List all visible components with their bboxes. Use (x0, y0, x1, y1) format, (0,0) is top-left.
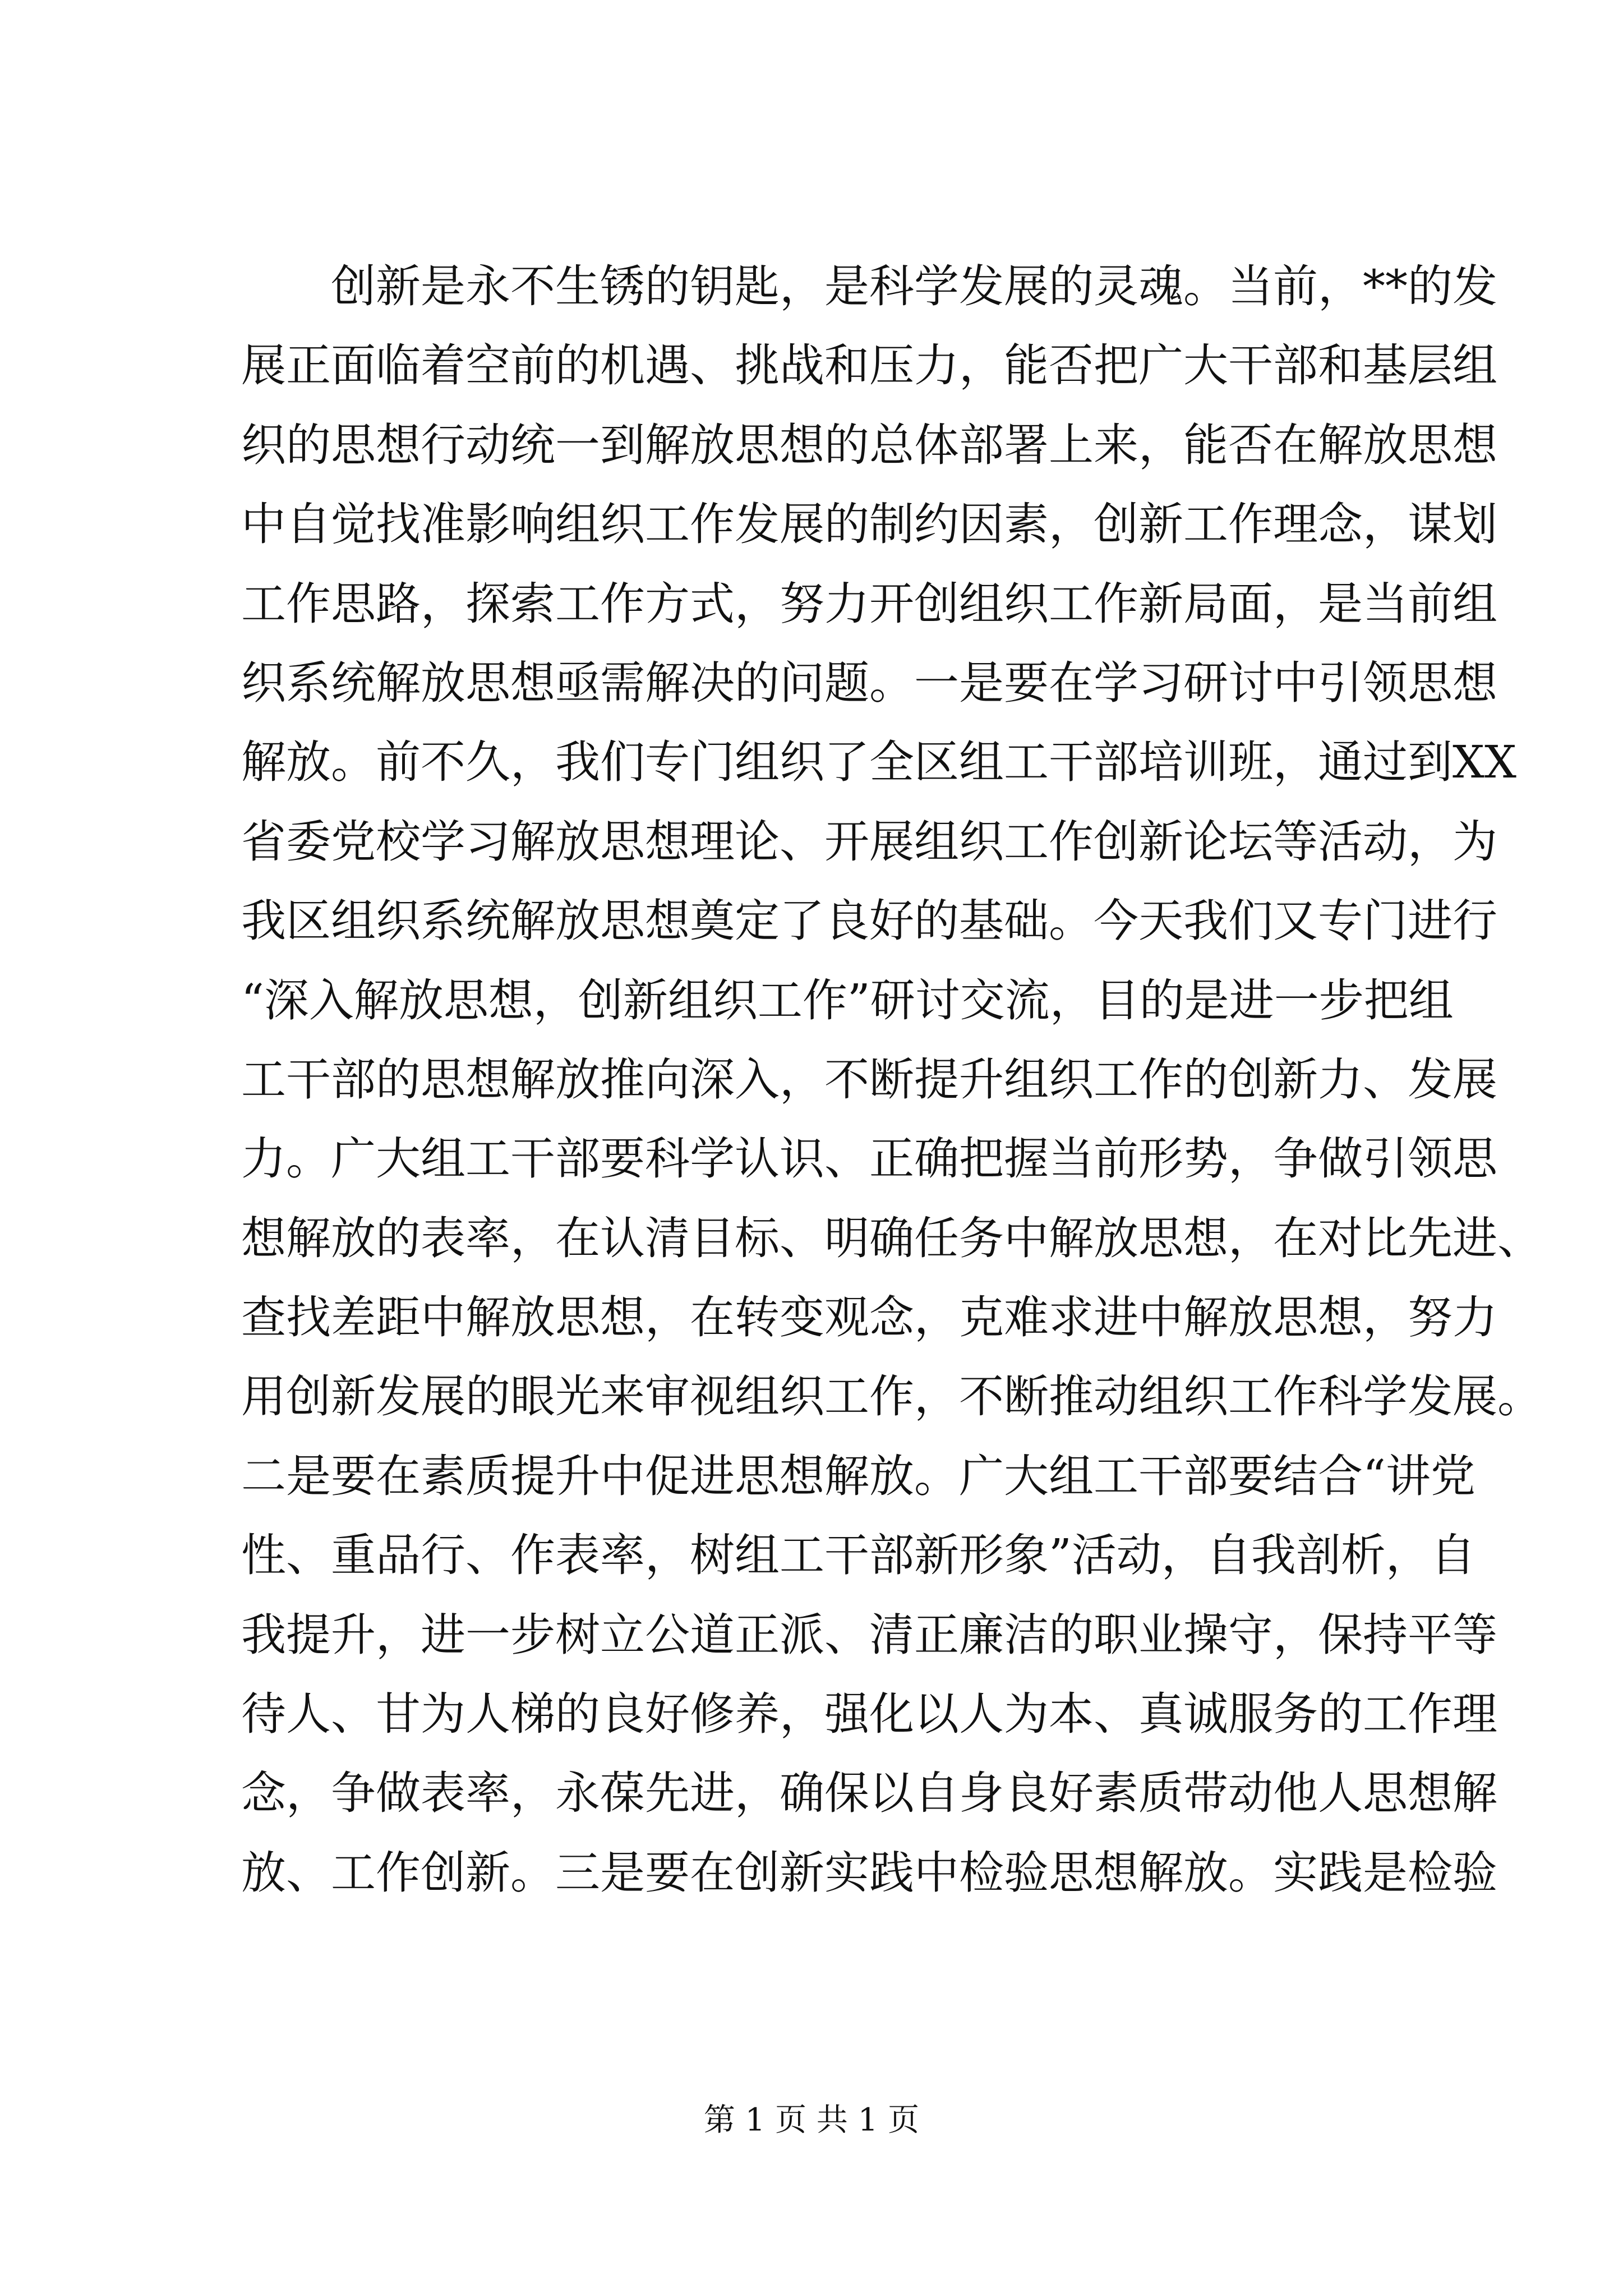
text-line-2: 展正面临着空前的机遇、挑战和压力，能否把广大干部和基层组 (241, 339, 1497, 392)
text-line-3: 织的思想行动统一到解放思想的总体部署上来，能否在解放思想 (241, 418, 1497, 471)
text-line-16: 二是要在素质提升中促进思想解放。广大组工干部要结合“讲党 (241, 1450, 1476, 1502)
text-line-13: 想解放的表率，在认清目标、明确任务中解放思想，在对比先进、 (241, 1212, 1542, 1264)
text-line-7: 解放。前不久，我们专门组织了全区组工干部培训班，通过到XX (241, 736, 1516, 789)
text-line-8: 省委党校学习解放思想理论、开展组织工作创新论坛等活动，为 (241, 815, 1497, 868)
text-line-21: 放、工作创新。三是要在创新实践中检验思想解放。实践是检验 (241, 1846, 1497, 1899)
text-line-18: 我提升，进一步树立公道正派、清正廉洁的职业操守，保持平等 (241, 1608, 1497, 1661)
text-line-4: 中自觉找准影响组织工作发展的制约因素，创新工作理念，谋划 (241, 498, 1497, 551)
text-line-19: 待人、甘为人梯的良好修养，强化以人为本、真诚服务的工作理 (241, 1688, 1497, 1741)
text-line-10: “深入解放思想，创新组织工作”研讨交流，目的是进一步把组 (241, 974, 1454, 1027)
text-line-14: 查找差距中解放思想，在转变观念，克难求进中解放思想，努力 (241, 1291, 1497, 1344)
text-line-1: 创新是永不生锈的钥匙，是科学发展的灵魂。当前，**的发 (331, 260, 1497, 312)
body-paragraph (241, 247, 1542, 1912)
page-footer (0, 2098, 1623, 2143)
page-number-label: 第 1 页 共 1 页 (703, 2102, 920, 2138)
text-line-9: 我区组织系统解放思想奠定了良好的基础。今天我们又专门进行 (241, 895, 1497, 947)
text-line-12: 力。广大组工干部要科学认识、正确把握当前形势，争做引领思 (241, 1133, 1497, 1185)
text-line-11: 工干部的思想解放推向深入，不断提升组织工作的创新力、发展 (241, 1053, 1497, 1106)
text-line-15: 用创新发展的眼光来审视组织工作，不断推动组织工作科学发展。 (241, 1370, 1542, 1423)
text-line-5: 工作思路，探索工作方式，努力开创组织工作新局面，是当前组 (241, 577, 1497, 630)
text-line-6: 织系统解放思想亟需解决的问题。一是要在学习研讨中引领思想 (241, 656, 1497, 709)
text-line-17: 性、重品行、作表率，树组工干部新形象”活动，自我剖析，自 (241, 1529, 1476, 1582)
text-line-20: 念，争做表率，永葆先进，确保以自身良好素质带动他人思想解 (241, 1767, 1497, 1820)
